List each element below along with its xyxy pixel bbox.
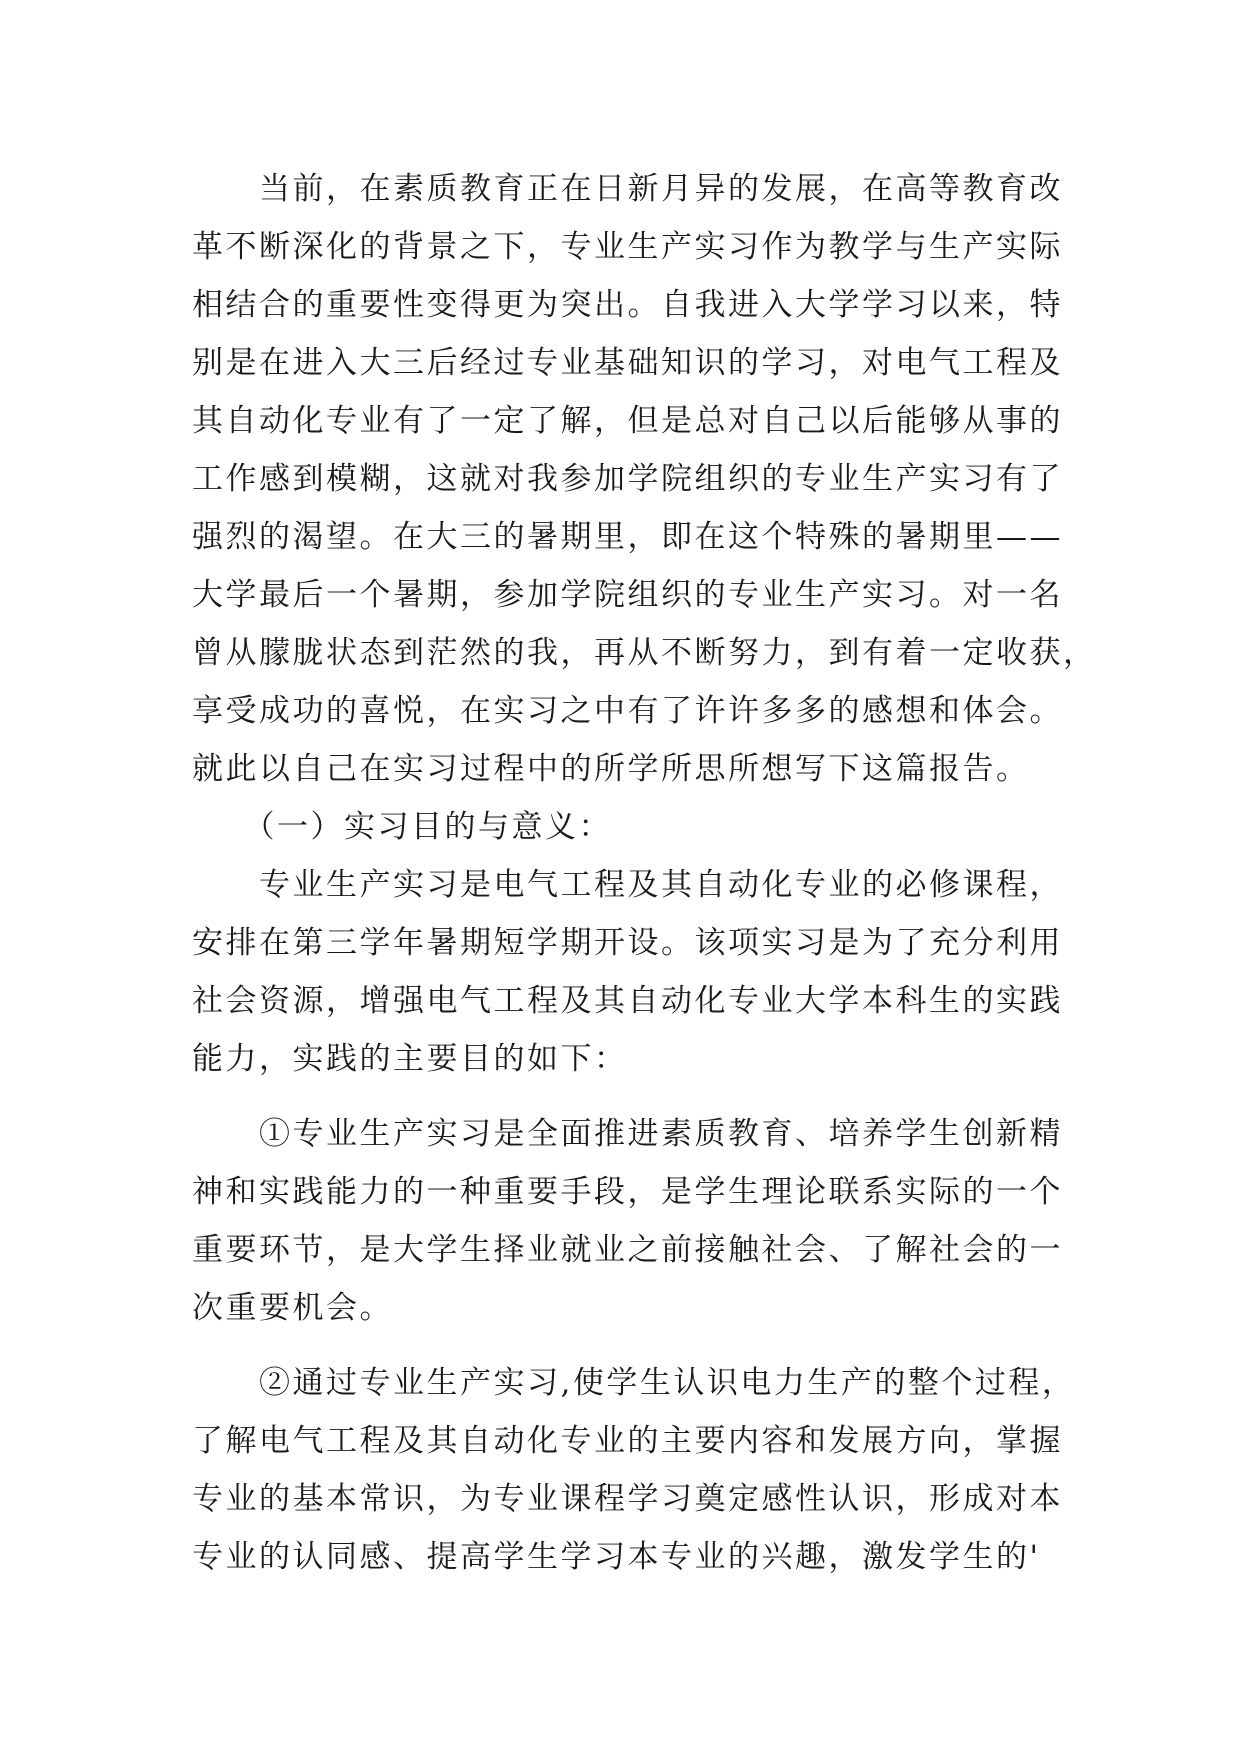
text-line: 专业的认同感、提高学生学习本专业的兴趣，激发学生的' bbox=[192, 1539, 1041, 1575]
text-line: 神和实践能力的一种重要手段，是学生理论联系实际的一个 bbox=[192, 1174, 1063, 1210]
text-line: 专业的基本常识，为专业课程学习奠定感性认识，形成对本 bbox=[192, 1481, 1063, 1517]
text-line: 相结合的重要性变得更为突出。自我进入大学学习以来，特 bbox=[192, 287, 1063, 323]
text-line: 专业生产实习是电气工程及其自动化专业的必修课程， bbox=[192, 867, 1063, 903]
text-line: 强烈的渴望。在大三的暑期里，即在这个特殊的暑期里—— bbox=[192, 519, 1063, 555]
text-line: 大学最后一个暑期，参加学院组织的专业生产实习。对一名 bbox=[192, 577, 1063, 613]
text-line: 工作感到模糊，这就对我参加学院组织的专业生产实习有了 bbox=[192, 461, 1063, 497]
text-line: 重要环节，是大学生择业就业之前接触社会、了解社会的一 bbox=[192, 1232, 1063, 1268]
text-line: 享受成功的喜悦，在实习之中有了许许多多的感想和体会。 bbox=[192, 693, 1063, 729]
text-line: 社会资源，增强电气工程及其自动化专业大学本科生的实践 bbox=[192, 983, 1063, 1019]
text-line: 当前，在素质教育正在日新月异的发展，在高等教育改 bbox=[192, 171, 1063, 207]
text-line: 了解电气工程及其自动化专业的主要内容和发展方向，掌握 bbox=[192, 1423, 1063, 1459]
text-line: ①专业生产实习是全面推进素质教育、培养学生创新精 bbox=[192, 1116, 1063, 1152]
text-line: ②通过专业生产实习,使学生认识电力生产的整个过程， bbox=[192, 1365, 1076, 1401]
section-heading: （一）实习目的与意义： bbox=[192, 809, 612, 845]
text-line: 能力，实践的主要目的如下： bbox=[192, 1041, 628, 1077]
text-line: 革不断深化的背景之下，专业生产实习作为教学与生产实际 bbox=[192, 229, 1063, 265]
text-line: 曾从朦胧状态到茫然的我，再从不断努力，到有着一定收获， bbox=[192, 635, 1097, 671]
text-line: 次重要机会。 bbox=[192, 1290, 393, 1326]
text-line: 其自动化专业有了一定了解，但是总对自己以后能够从事的 bbox=[192, 403, 1063, 439]
paragraph-gap bbox=[192, 1337, 1072, 1354]
paragraph-gap bbox=[192, 1088, 1072, 1105]
body-text bbox=[192, 160, 1097, 1586]
text-line: 别是在进入大三后经过专业基础知识的学习，对电气工程及 bbox=[192, 345, 1063, 381]
text-line: 安排在第三学年暑期短学期开设。该项实习是为了充分利用 bbox=[192, 925, 1063, 961]
text-line: 就此以自己在实习过程中的所学所思所想写下这篇报告。 bbox=[192, 751, 1030, 787]
